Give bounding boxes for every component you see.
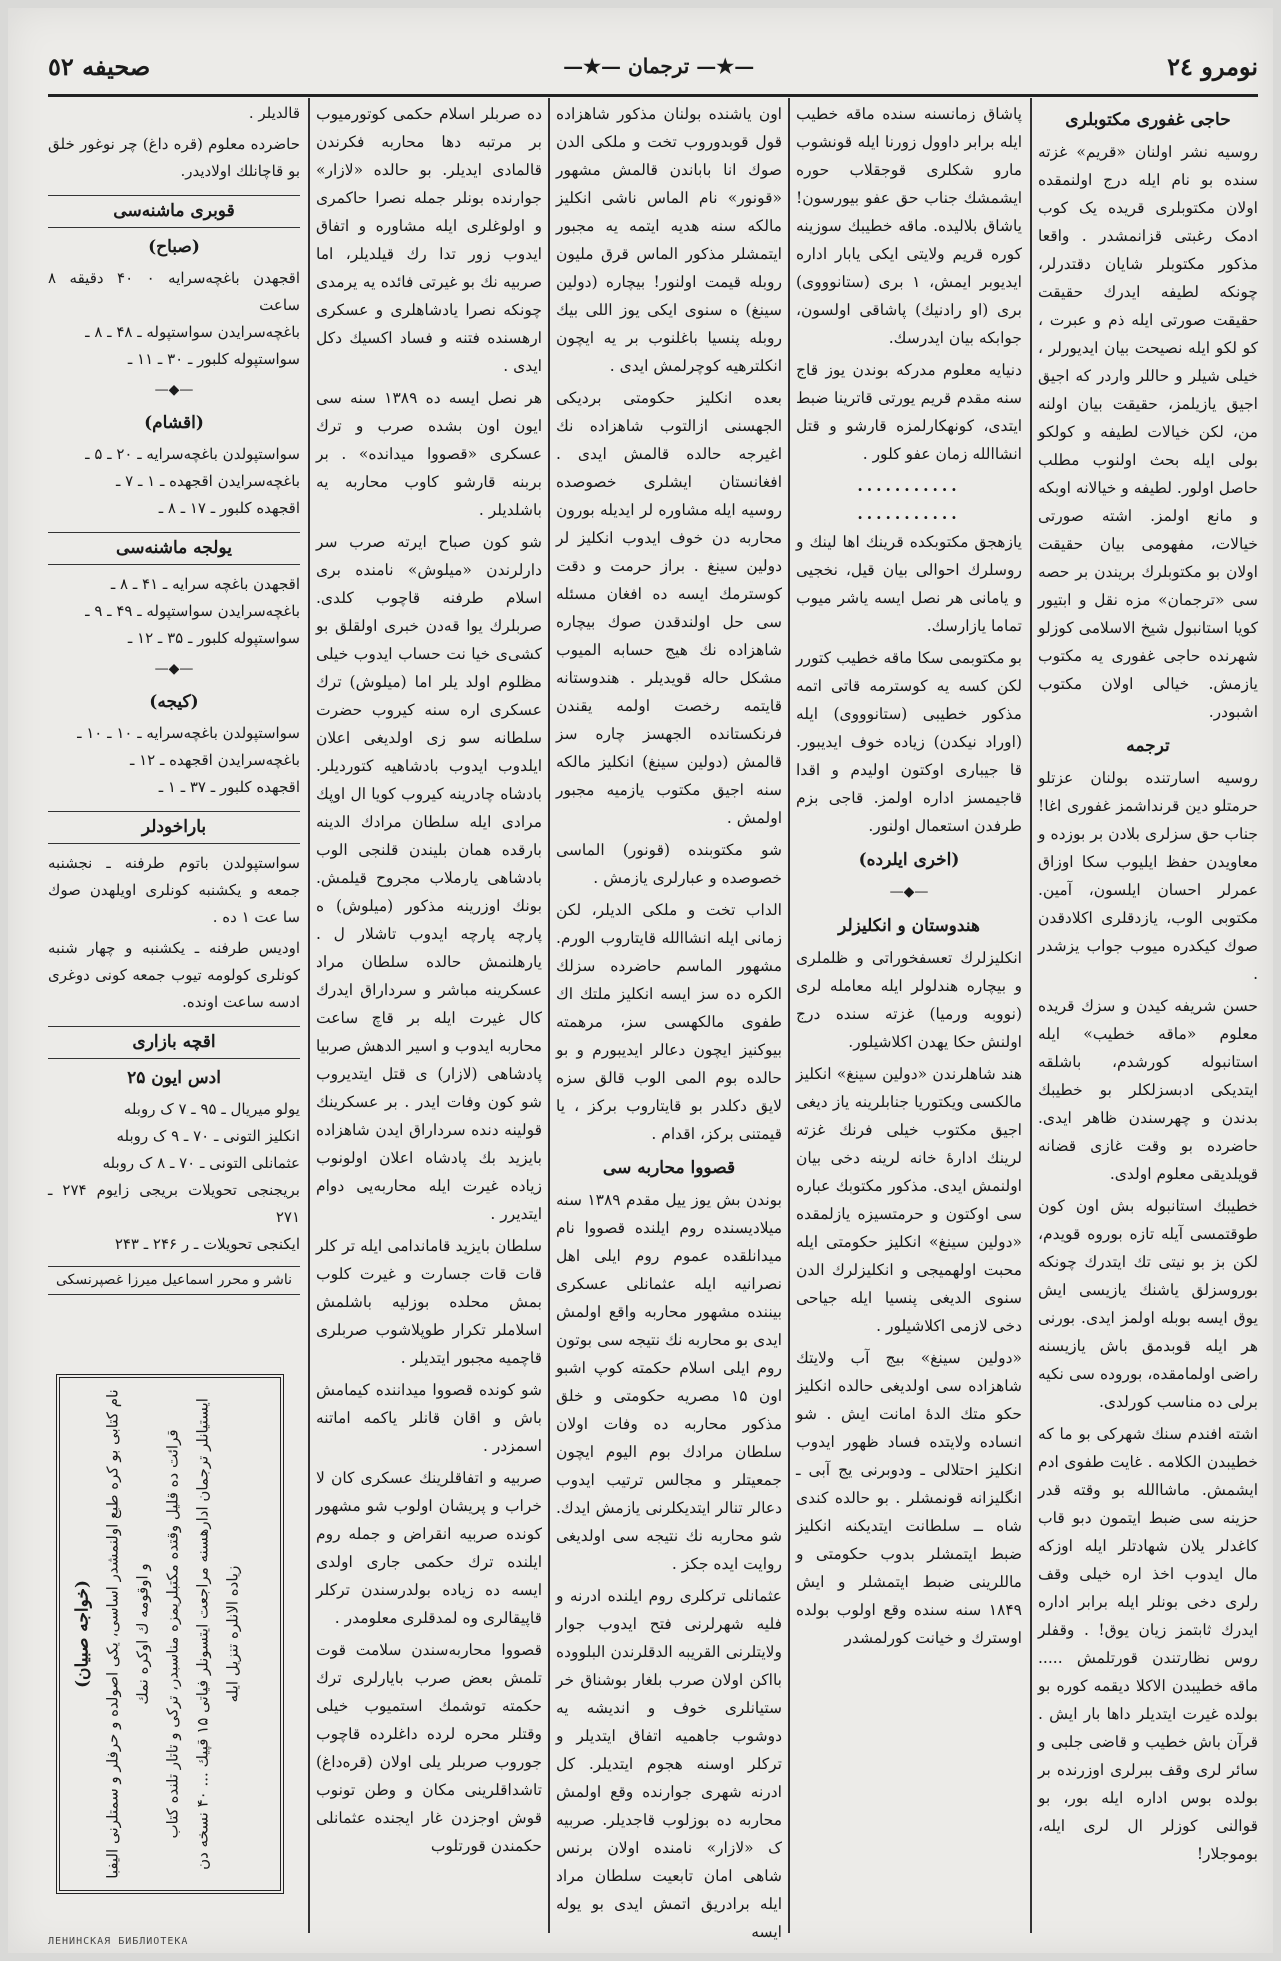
advertisement-box [56,1374,284,1894]
column-4 [316,100,542,1930]
to-be-continued: (اخری ایلرده) [858,850,960,870]
article-paragraph: پاشاق زمانسنه سنده ماقه خطیب ایله برابر داوول زورنا ایله قونشوب مارو شکلری قوجقلاب حوره ایشمشك جناب حق عفو بیورسون! یاشاق بلالیده. ماقه خطیبك سوزینه کوره قریم ولایتی ایکی یابار اداره ایدیوبر ایمش، ۱ بری (ستانوووی) بری (او رادنیك) پاشاقی اولسون، جوابکه بیان ایدرسك. [796,105,1022,347]
train-schedule-heading: یولجه ماشنه‌سی [48,532,300,565]
schedule-subheading: (کیجه) [149,692,199,712]
article-heading: ترجمه [1126,736,1170,756]
article-paragraph: ده صربلر اسلام حکمی کوتورمیوب بر مرتبه دها محاربه فکرندن قالمادی ایدیلر. بو حالده «لازار» جوارنده بونلر جمله نصرا حاکمری و اولوغلری ایله مشاوره و اتفاق ایدوب زور تدا رك قیلدیلر، اما صربیه نك بو غیرتی فائده یه یرمدی چونکه نصرا یادشاهلری و عسکری ارهسنده فتنه و فساد اکسیك دکل ایدی . [316,105,542,375]
article-heading: هندوستان و انکلیزلر [838,916,980,936]
advertisement-line: ایستیانلر ترجمان ادارهسنه مراجعت ایتسونلر فیاتی ۱۵ قپیك ... ۴۰ نسخه دن زیاده الانلره تنزیل ایله [193,1398,242,1870]
article-paragraph: روسیه اسارتنده بولنان عزتلو حرمتلو دین قرنداشمز غفوری اغا! جناب حق سزلری بلادن بر بوزده و معاویدن حفظ ایلیوب سکا اوزاق عمرلر احسان ایلسون، آمین. مکتوبی الوب، یازدقلری اکلادقدن صوك کیکدره میوب جواب یزشدر . [1038,769,1258,983]
separator-ornament: —◆— [154,382,194,398]
article-paragraph: حاضرده معلوم (قره داغ) چر نوغور خلق بو قاچانلك اولادیدر. [48,135,300,180]
article-paragraph: خطیبك استانبوله بش اون کون طوقتمسی آیله تازه بوروه قویدم، لکن بز بو نیتی تك ایتدرك چونکه بوروسزلق یاشنك یازیسی ایش یوق ایسه بوبله اولمز ایدی. بورنی هر ایله قوبدمق باش یازیسنه راضی اولمامقده، بوروده سی نکیه برلی ده مناسب کورلدی. [1038,1197,1258,1411]
ellipsis-dots: ........... [857,504,961,523]
issue-number: نومرو ٢٤ [1167,51,1258,81]
column-divider [548,98,550,1933]
train-schedule-heading: قوبری ماشنه‌سی [48,195,300,228]
publisher-line: ناشر و محرر اسماعیل میرزا غصپرنسکی [48,1266,300,1295]
schedule-row: سواستپولدن باغچه‌سرایه ـ ۲۰ ـ ۵ ـ [85,445,300,463]
schedule-row: اقجهده کلبور ـ ۱۷ ـ ۸ ـ [158,499,300,517]
schedule-row: سواستپولدن باغچه‌سرایه ـ ۱۰ ـ ۱۰ ـ [77,724,300,742]
article-paragraph: شو کونده قصووا میداننده کیمامش باش و اقان قانلر یاکمه اماتنه اسمزدر . [316,1381,542,1455]
article-paragraph: اشته افندم سنك شهرکی بو ما که خطیبدن الکلامه . غایت طفوی ادم ایشمش. ماشاالله بو وقته قدر حزینه سی ضبط ایتمون دبو قاب کاغدلر یلان شهادتلر ایله اوزکه مال ایدوب اخذ اره خیلی وقف رلری دخی بونلر ایله برابر اداره ایدرك ثابتمز زیان یوق! . وقفلر روس نظارتندن قورتلمش ..... ماقه خطیبدن الاکلا دیقمه کوره بو بولده غیرت ایتدیلر داها بار ایش . قرآن باش خطیب و قاضی جلبی و سائر لری وقف ببرلرى اوزرنده بر بولده بوس اداره ایله بور، بو قوالنی کوزلر ال لرى ایله، بوموجلار! [1038,1425,1258,1863]
masthead-rule [48,94,1258,97]
article-paragraph: حسن شریفه کیدن و سزك قریده معلوم «ماقه خطیب» ایله استانبوله کورشدم، باشلقه ایتدیکی ادبسزلکلر بو خطیبك بدندن و چهرسندن ظاهر ایدی. حاضرده بو وقت غازی قضانه قویلدیقی معلوم اولدی. [1038,997,1258,1183]
steamer-paragraph: سواستپولدن باتوم طرفنه ـ نجشنبه جمعه و یکشنبه کونلری اویلهدن صوك سا عت ۱ ده . [48,854,300,926]
article-paragraph: قصووا محاربه‌سندن سلامت قوت تلمش بعض صرب بایارلری ترك حکمته توشمك استمیوب خیلی وقتلر محره لرده داغلرده قاچوب جوروب صربلر یلی اولان (قره‌داغ) تاشداقلرینی مكان و وطن تونوب قوش اوجزدن غار ایجنده عثمانلی حکمندن قورتلوب [316,1641,542,1855]
article-paragraph: صربیه و اتفاقلرینك عسکری کان لا خراب و پریشان اولوب شو مشهور کونده صربیه انقراض و جمله روم ایلنده ترك حکمی جاری اولدی ایسه ده زیاده بولدرسندن ترکلر قاپیقالری وه لمدقلری معلومدر . [316,1469,542,1627]
article-paragraph: شو کون صباح ایرته صرب سر دارلرندن «میلوش» نامنده بری اسلام طرفنه قاچوب کلدی. صربلرك یوا قه‌دن خبری اولقلق بو کشی‌ی خیا نت حساب ایدوب خیلی مظلوم اولد یلر اما (میلوش) ترك عسکری اره سنه کیروب حضرت سلطانه سو زی اولدیغی اعلان ایلدوب ایدوب بادشاهیه کتوردیلر. بادشاه چادرینه کیروب کویا ال اوپك مرادی ایله سلطان مرادك الدینه بارقده همان بلیندن قلنجی الوب بادشاهی یارملاب مجروح قیلمش. بونك اوزرینه مذکور (میلوش) ه پارچه پارچه ایدوب تاشلار ل . یارهلنمش حالده سلطان مراد عسکرینه مباشر و سرداراق ایدرك کال غیرت ایله بر قاچ ساعت محاربه ایدوب و اسیر الدهش صربیا پادشاهی (لازار) ی قتل ایتدیروب شو کون وفات ایدر . بر عسکرینك قولینه دنده سرداراق ایدن شاهزاده بایزید بك پادشاه اعلان اولونوب زیاده غیرت ایله محاربه‌یی دوام ایتدیرر . [316,533,542,1223]
article-paragraph: یازهجق مکتوبکده قرینك اها لینك و روسلرك احوالی بیان قیل، نخجیی و یامانی هر نصل ایسه یاشر میوب تماما یازارسك. [796,533,1022,635]
article-paragraph: انکلیزلرك تعسفخوراتی و ظلملری و بیچاره هندلولر ایله معامله لری (نووبه ورمیا) غزته سنده درج اولنش حکا یهدن اکلاشیلور. [796,949,1022,1051]
newspaper-title-text: ترجمان [628,54,690,78]
schedule-row: باغچه‌سرایدن اقجهده ـ ۱ ـ ۷ ـ [116,472,300,490]
exchange-row: بریجنجی تحویلات بریجی زایوم ۲۷۴ ـ ۲۷۱ [48,1181,300,1226]
column-2 [796,100,1022,1930]
article-paragraph: سلطان بایزید قاماندامی ایله تر کلر قات قات جسارت و غیرت کلوب بمش محلده بوزلیه باشلمش اسلاملر تکرار طوپلاشوب صربلری قاچمیه مجبور ایتدیلر . [316,1237,542,1367]
exchange-heading: اقچه بازاری [48,1026,300,1059]
schedule-row: سواستپوله کلبور ـ ۳۰ ـ ۱۱ ـ [127,350,300,368]
newspaper-page [8,8,1273,1953]
article-paragraph: شو مکتوبنده (قونور) الماسی خصوصده و عبارلری یازمش . [556,841,782,887]
schedule-row: اقجهده کلبور ـ ۳۷ ـ ۱ ـ [158,778,300,796]
schedule-row: باغچه‌سرایدن سواستپوله ـ ۴۹ ـ ۹ ـ [85,602,300,620]
exchange-date: ادس ایون ۲۵ [127,1068,221,1088]
column-divider [1030,98,1032,1933]
advertisement-title: (خواجه صبیان) [72,1580,93,1689]
page-number: صحيفه ٥٢ [48,51,151,81]
exchange-row: عثمانلی التونی ـ ۷۰ ـ ۸ ک روبله [102,1154,300,1172]
column-3 [556,100,783,1941]
schedule-row: سواستپوله کلبور ـ ۳۵ ـ ۱۲ ـ [127,629,300,647]
schedule-subheading: (اقشام) [144,413,204,433]
article-paragraph: الداب تخت و ملکی الدیلر، لکن زمانی ایله انشاالله قایتاروب الورم. مشهور الماسم حاضرده سزلك الکره ده سز ایسه انکلیز ملتك اك طفوی مالکهسی سز، مرهمته بیوکنیز ایچون دعالر ایدیبورم و بو حالده بوم المی الوب قالق سزه لایق دکلدر بو قایتاروب برکز ، یا قیمتنی برکز، اقدام . [556,901,782,1143]
exchange-row: ایکنجی تحویلات ـ ر ۲۴۶ ـ ۲۴۳ [114,1235,300,1253]
column-divider [788,98,790,1933]
library-stamp: ЛЕНИНСКАЯ БИБЛИОТЕКА [48,1936,189,1947]
column-divider [308,98,310,1933]
schedule-row: اقجهدن باغچه سرایه ـ ۴۱ ـ ۸ ـ [110,575,300,593]
article-paragraph: بوندن بش یوز ییل مقدم ۱۳۸۹ سنه میلادیسنده روم ایلنده قصووا نام میدانلقده عموم روم ایلی اهل نصرانیه ایله عثمانلی عسکری بیننده مشهور محاربه واقع اولمش ایدی بو محاربه نك نتیجه سی بوتون روم ایلی اسلام حکمته کوپ اشبو اون ۱۵ مصریه حکومتی و خلق مذکور محاربه ده وفات اولان سلطان مرادك بوم الیوم ایچون جمعیتلر و مجالس ترتیب ایدوب دعالر تنالر ایتدیکلرنی یازمش ایدك. شو محاربه نك نتیجه سی اولدیغی روایت ایده جکز . [556,1191,783,1573]
separator-ornament: —◆— [154,661,194,677]
advertisement-line: نام کتابی بو کره طبع اولنمشدر اساسی، یکی اصولده و حرفلر و سمتلرنی الیفبا و اوقومه ك اوكره نمك [103,1389,152,1879]
masthead [48,46,1258,86]
column-5 [48,100,300,1370]
column-1 [1038,100,1258,1930]
steamer-heading: باراخودلر [48,811,300,844]
article-paragraph: بعده انکلیز حکومتی بردیکی الجهسنی ازالتوب شاهزاده نك اغیرجه حالده قالمش ایدی . افغانستان ایشلری خصوصده روسیه ایله مشاوره لر ایدیله بورون محاربه دن خوف ایدوب انکلیز لر دولین سینغ . براز حرمت و دقت کوسترمك ایسه ده افغان مسئله سی حل اولندقدن صوك بیچاره شاهزاده نك هیج حسابه المیوب مشکل حاله قویدیلر . هندوستانه قایتمه رخصت اولمه یقندن فرنکستانده الجهسز چاره سز قالمش (دولین سینغ) انکلیز مالکه سنه اجیق مکتوب یازمیه مجبور اولمش . [556,389,782,827]
separator-ornament: —◆— [889,884,929,900]
schedule-row: باغچه‌سرایدن اقجهده ـ ۱۲ ـ [129,751,300,769]
advertisement-line: قرائت ده قلیل وقتده مکتبلریمزه مناسبدر، ترکی و تاتار تلنده کتاب [163,1429,182,1839]
article-paragraph: روسیه نشر اولنان «قریم» غزته سنده بو نام ایله درج اولنمقده اولان مکتوبلری قریده یک کوب ادمک رغبتی قزانمشدر . واقعا مذکور مکتوبلر شایان دقتدرلر، چونکه لطیفه ایدرك حقیقت حقیقت صورتی ایله ذم و عبرت ، کو لکو ایله نصیحت بیان ایدیورلر ، خیلی شیلر و حاللر واردر که اجیق اجیق یازیلمز، حقیقت بیان اولنه من، لکن خیالات لطیفه و کولکو بولی ایله بحث اولنوب مطلب حاصل اولور. لطیفه و خیالانه اوبکه و مانع اولمز. اشته صورتی خیالات، مفهومی بیان حقیقت اولان بو مکتوبلرك بریندن بر حصه سی «ترجمان» مزه نقل و ابتیور کویا استانبول شیخ الاسلامی کوزلو شهرنده حاجی غفوری یه مکتوب یازمش. خیالی اولان مکتوب اشبودر. [1038,143,1258,721]
article-paragraph: قالدیلر . [248,104,300,122]
advertisement-text [68,1389,273,1879]
schedule-subheading: (صباح) [148,237,200,257]
article-paragraph: عثمانلی ترکلری روم ایلنده ادرنه و فلیه شهرلرنی فتح ایدوب جوار ولایتلرنی القریبه الدقلرندن البلووده بااکن اولان صرب بلغار بوشناق خر ستیانلری خوف و اندیشه یه دوشوب جاهمیه اتفاق ایتدیلر و ترکلر اوسنه هجوم ایتدیلر. کل ادرنه شهری جوارنده وقع اولمش محاربه ده بوزلوب قاجدیلر. صربیه ک «لازار» نامنده اولان برنس شاهی امان تابعیت سلطان مراد ایله برادریق اتمش ایدی بو یوله ایسه [556,1587,782,1941]
article-paragraph: «دولین سینغ» بیج آب ولایتك شاهزاده سی اولدیغی حالده انکلیز حکو متك الدهٔ امانت ایش . شو انساده ولایتده فساد ظهور ایدوب انکلیز احتلالی ـ ودوبرنی یج آبی ـ انگلیزانه قونمشلر . بو حالده کندی شاه ــ سلطانت ایتدیکنه انکلیز ضبط ایتمشلر بدوب حکومتی و ماللرینی ضبط ایتمشلر و ایش ۱۸۴۹ سنه سنده وقع اولوب بولده اوسترك و خیانت کورلمشدر [796,1349,1022,1647]
schedule-row: باغچه‌سرایدن سواستپوله ـ ۴۸ ـ ۸ ـ [85,323,300,341]
article-paragraph: بو مکتوبمی سکا ماقه خطیب کتورر لکن کسه یه کوسترمه قاتی اتمه مذکور خطیبی (ستانوووی) ایله (اوراد نیکدن) زیاده خوف ایدیبور. قا جیباری اوکتون اولیدم و اقدا قاجیمسز اداره اولمز. قاجی بزم طرفدن استعمال اولنور. [796,649,1022,835]
article-heading: حاجی غفوری مکتوبلری [1065,110,1231,130]
exchange-row: انکلیز التونی ـ ۷۰ ـ ۹ ک روبله [116,1127,300,1145]
ellipsis-dots: ........... [857,476,961,495]
newspaper-title: —★— ترجمان —★— [563,54,755,78]
article-paragraph: دنیایه معلوم مدركه بوندن یوز قاج سنه مقدم قریم یورتی قاترینا ضبط ایتدی، کونهکارلمزه قارشو و قتل انشاالله زمان عفو کلور . [796,361,1022,463]
steamer-paragraph: اودیس طرفنه ـ یکشنبه و چهار شنبه کونلری کولومه تیوب جمعه کونی دوغری ادسه ساعت اونده. [48,939,300,1011]
schedule-row: اقجهدن باغچه‌سرایه ۰ ۴۰ دقیقه ۸ ساعت [48,269,300,314]
article-paragraph: هر نصل ایسه ده ۱۳۸۹ سنه سی ایون اون بشده صرب و ترك عسکری «قصووا میدانده» . بر بربنه قارشو کاوب محاربه یه باشلدیلر . [316,389,542,519]
article-paragraph: هند شاهلرندن «دولین سینغ» انکلیز مالکسی ویکتوریا جنابلرینه یاز دیغی اجیق مکتوب خیلی فرنك غزته لرینك ادارهٔ خانه لرینه دخی بیان اولنمش ایدی. مذکور مکتوبك عباره سی اوکتون و حرمتسیزه یازلمقده «دولین سینغ» انکلیز حکومتی ایله محبت اولهمیجی و انکلیزلرك الدن سنوی الدیغی پنسیا ایله جیاحی دخی لازمی اکلاشیلور . [796,1065,1022,1335]
article-paragraph: اون یاشنده بولنان مذکور شاهزاده قول قوبدوروب تخت و ملکی الدن صوك انا باباندن قالمش مشهور «قونور» نام الماس ناشی انکلیز مالکه سنه هدیه ایتمه یه مجبور ایتمشلر مذکور الماس قرق ملیون روبله قیمت اولنور! بیچاره (دولین سینغ) ه سنوی ایکی یوز اللی بیك روبله پنسیا باغلنوب بر یه ایچون انکلترهیه کوچرلمش ایدی . [556,105,782,375]
article-heading: قصووا محاربه سی [602,1158,736,1178]
exchange-row: یولو میریال ـ ۹۵ ـ ۷ ک روبله [123,1100,300,1118]
